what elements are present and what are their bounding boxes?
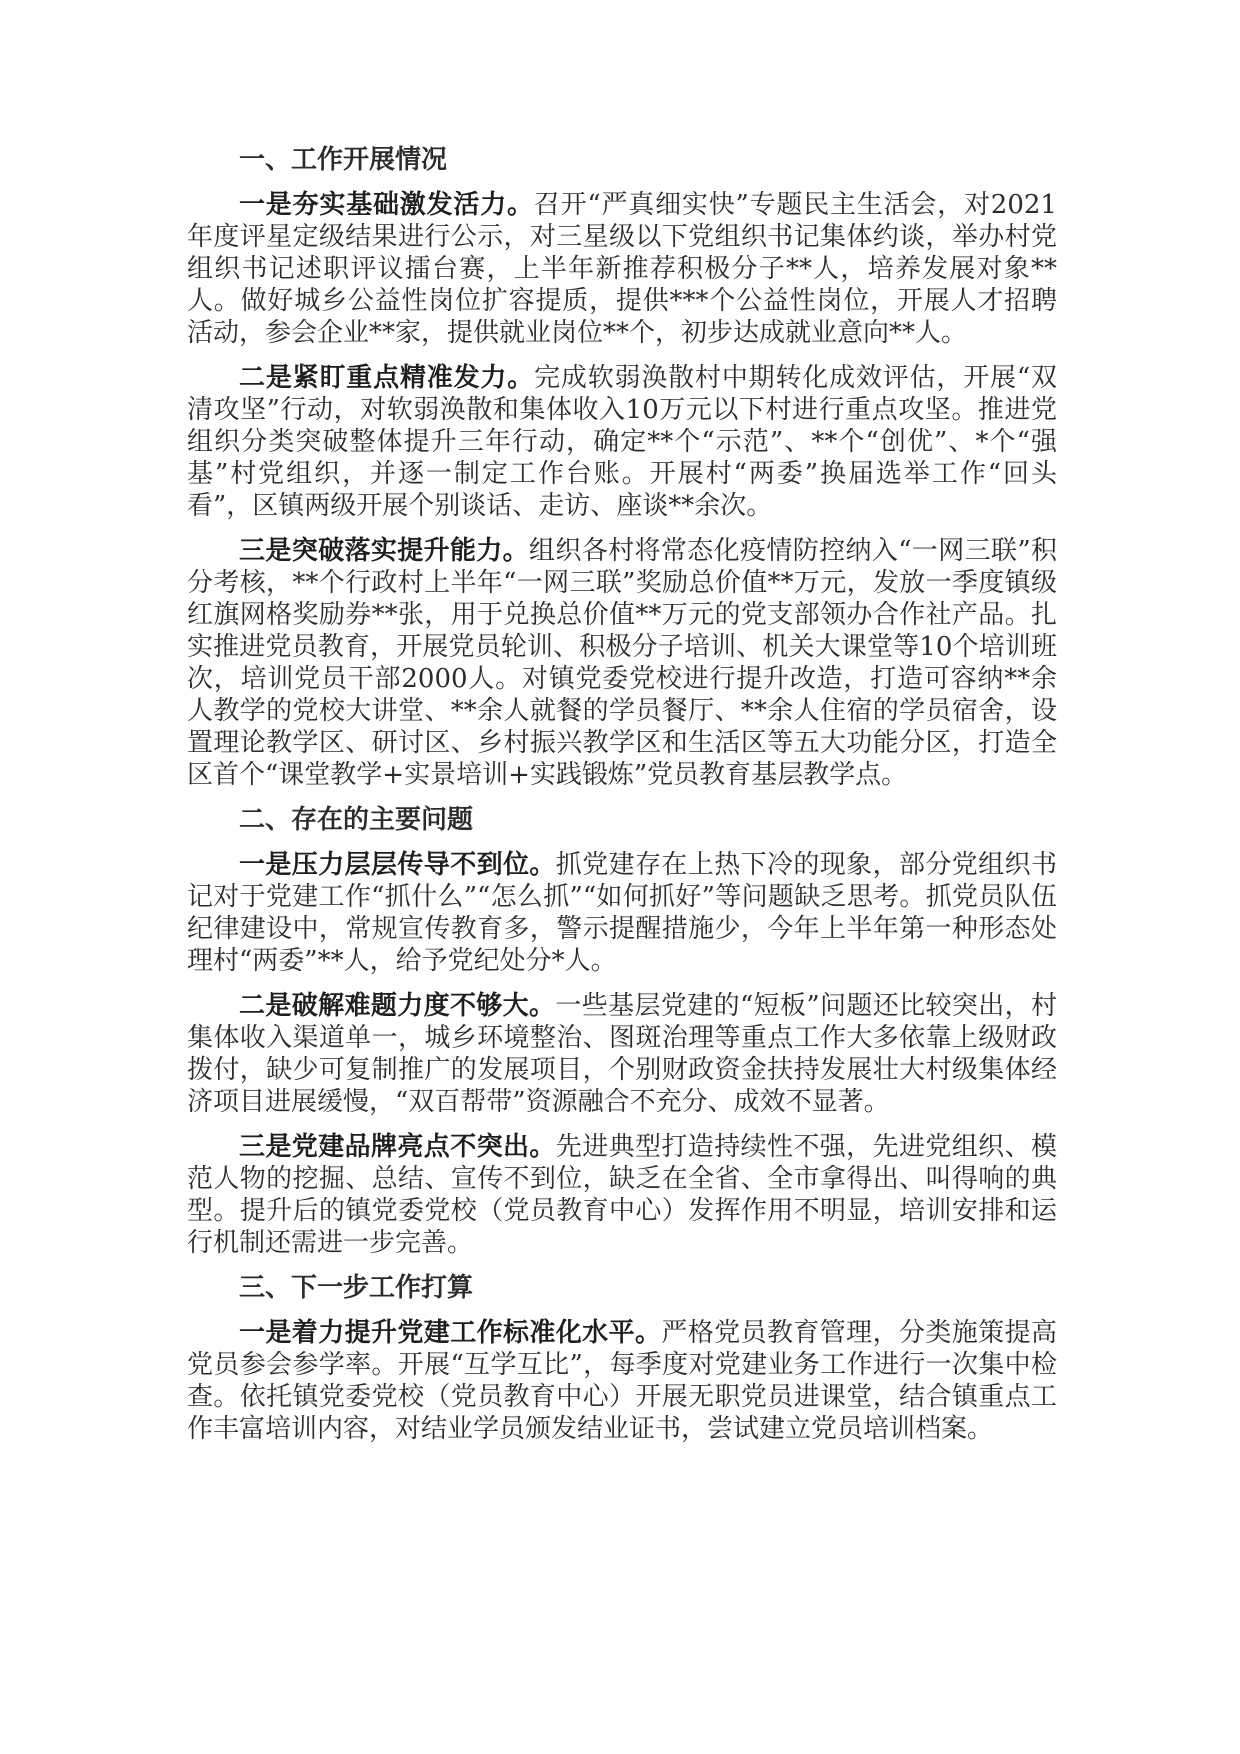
paragraph bbox=[187, 1131, 1057, 1259]
paragraph-text: 先进典型打造持续性不强，先进党组织、模范人物的挖掘、总结、宣传不到位，缺乏在全省、全市拿得出、叫得响的典型。提升后的镇党委党校（党员教育中心）发挥作用不明显，培训安排和运行机制还需进一步完善。 bbox=[187, 1132, 1057, 1258]
section-heading: 二、存在的主要问题 bbox=[239, 805, 474, 835]
paragraph-lead: 一是压力层层传导不到位。 bbox=[239, 850, 556, 880]
paragraph bbox=[187, 1317, 1057, 1445]
document-page bbox=[187, 144, 1057, 1458]
paragraph-lead: 二是紧盯重点精准发力。 bbox=[239, 363, 535, 393]
paragraph-lead: 一是夯实基础激发活力。 bbox=[239, 190, 534, 220]
paragraph-lead: 三是党建品牌亮点不突出。 bbox=[239, 1132, 556, 1162]
section-heading: 一、工作开展情况 bbox=[239, 145, 448, 175]
paragraph-lead: 二是破解难题力度不够大。 bbox=[239, 991, 556, 1021]
paragraph-lead: 一是着力提升党建工作标准化水平。 bbox=[239, 1318, 662, 1348]
paragraph-text: 召开“严真细实快”专题民主生活会，对2021年度评星定级结果进行公示，对三星级以下党组织书记集体约谈，举办村党组织书记述职评议擂台赛，上半年新推荐积极分子**人，培养发展对象**人。做好城乡公益性岗位扩容提质，提供***个公益性岗位，开展人才招聘活动，参会企业**家，提供就业岗位**个，初步达成就业意向**人。 bbox=[187, 190, 1057, 348]
paragraph bbox=[187, 189, 1057, 349]
paragraph-lead: 三是突破落实提升能力。 bbox=[239, 536, 530, 566]
paragraph bbox=[187, 362, 1057, 522]
paragraph-text: 完成软弱涣散村中期转化成效评估，开展“双清攻坚”行动，对软弱涣散和集体收入10万元以下村进行重点攻坚。推进党组织分类突破整体提升三年行动，确定**个“示范”、**个“创优”、*个“强基”村党组织，并逐一制定工作台账。开展村“两委”换届选举工作“回头看”，区镇两级开展个别谈话、走访、座谈**余次。 bbox=[187, 363, 1057, 521]
paragraph bbox=[187, 535, 1057, 791]
section-heading: 三、下一步工作打算 bbox=[239, 1273, 474, 1303]
paragraph-text: 抓党建存在上热下冷的现象，部分党组织书记对于党建工作“抓什么”“怎么抓”“如何抓好”等问题缺乏思考。抓党员队伍纪律建设中，常规宣传教育多，警示提醒措施少，今年上半年第一种形态处理村“两委”**人，给予党纪处分*人。 bbox=[187, 850, 1057, 976]
paragraph bbox=[187, 849, 1057, 977]
paragraph-text: 一些基层党建的“短板”问题还比较突出，村集体收入渠道单一，城乡环境整治、图斑治理等重点工作大多依靠上级财政拨付，缺少可复制推广的发展项目，个别财政资金扶持发展壮大村级集体经济项目进展缓慢，“双百帮带”资源融合不充分、成效不显著。 bbox=[187, 991, 1057, 1117]
paragraph bbox=[187, 990, 1057, 1118]
paragraph-text: 组织各村将常态化疫情防控纳入“一网三联”积分考核，**个行政村上半年“一网三联”奖励总价值**万元，发放一季度镇级红旗网格奖励券**张，用于兑换总价值**万元的党支部领办合作社产品。扎实推进党员教育，开展党员轮训、积极分子培训、机关大课堂等10个培训班次，培训党员干部2000人。对镇党委党校进行提升改造，打造可容纳**余人教学的党校大讲堂、**余人就餐的学员餐厅、**余人住宿的学员宿舍，设置理论教学区、研讨区、乡村振兴教学区和生活区等五大功能分区，打造全区首个“课堂教学+实景培训+实践锻炼”党员教育基层教学点。 bbox=[187, 536, 1057, 790]
paragraph-text: 严格党员教育管理，分类施策提高党员参会参学率。开展“互学互比”，每季度对党建业务工作进行一次集中检查。依托镇党委党校（党员教育中心）开展无职党员进课堂，结合镇重点工作丰富培训内容，对结业学员颁发结业证书，尝试建立党员培训档案。 bbox=[187, 1318, 1057, 1444]
